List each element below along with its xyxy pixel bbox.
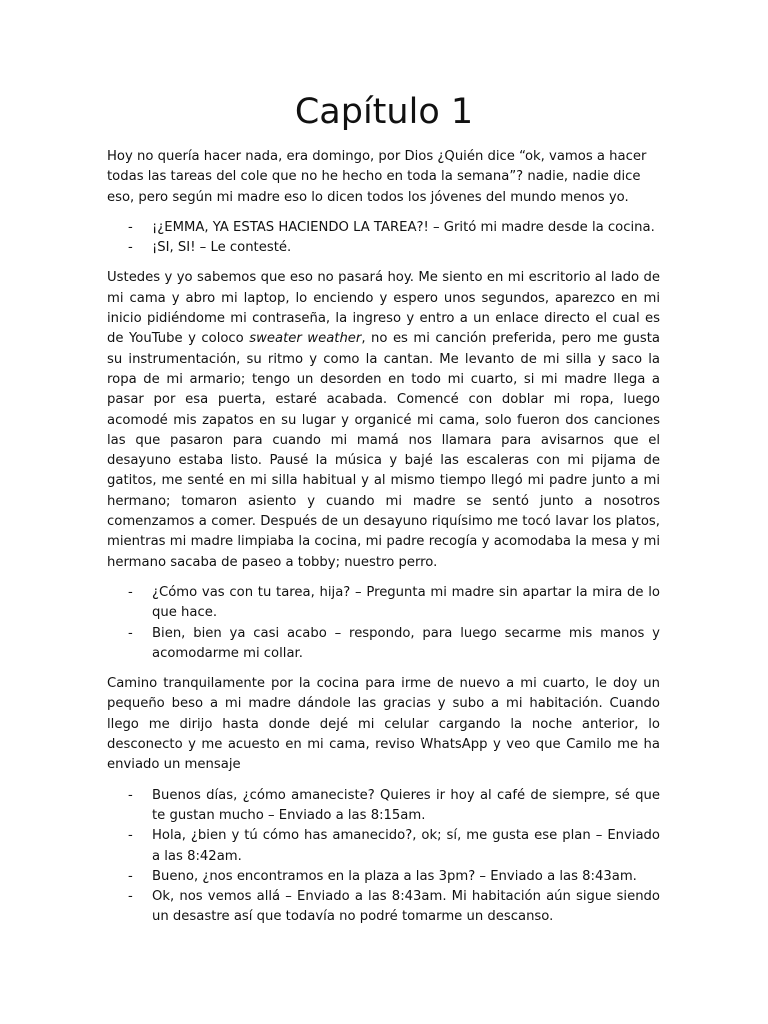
dialogue-text: Bien, bien ya casi acabo – respondo, para luego secarme mis manos y acomodarme mi collar. [152,625,660,661]
dialogue-text: ¡¿EMMA, YA ESTAS HACIENDO LA TAREA?! – Gritó mi madre desde la cocina. [152,219,655,235]
dash-bullet: - [128,625,133,641]
dialogue-line [107,624,660,665]
message-line [107,786,660,827]
message-list [107,786,660,928]
dash-bullet: - [128,219,133,235]
message-line [107,826,660,867]
dash-bullet: - [128,868,133,884]
dialogue-list-1 [107,218,660,259]
dialogue-line [107,238,660,258]
song-title: sweater weather [249,331,362,347]
paragraph-morning [107,268,660,572]
paragraph-text: , no es mi canción preferida, pero me gusta su instrumentación, su ritmo y como la cantan. Me levanto de mi silla y saco la ropa de mi armario; tengo un desorden en todo mi cuarto, si mi madre llega a pasar por esa puerta, estaré acabada. Comencé con doblar mi ropa, luego acomodé mis zapatos en su lugar y organicé mi cama, solo fueron dos canciones las que pasaron para cuando mi mamá nos llamara para avisarnos que el desayuno estaba listo. Pausé la música y bajé las escaleras con mi pijama de gatitos, me senté en mi silla habitual y al mismo tiempo llegó mi padre junto a mi hermano; tomaron asiento y cuando mi madre se sentó junto a nosotros comenzamos a comer. Después de un desayuno riquísimo me tocó lavar los platos, mientras mi madre limpiaba la cocina, mi padre recogía y acomodaba la mesa y mi hermano sacaba de paseo a tobby; nuestro perro. [107,331,660,570]
paragraph-text: Ustedes y yo sabemos que eso no pasará hoy. Me siento en mi escritorio al lado de mi cama y abro mi laptop, lo enciendo y espero unos segundos, aparezco en mi inicio pidiéndome mi contraseña, la ingreso y entro a un enlace directo el cual es de YouTube y coloco [107,270,660,347]
dash-bullet: - [128,828,133,844]
message-text: Bueno, ¿nos encontramos en la plaza a las 3pm? – Enviado a las 8:43am. [152,868,637,884]
message-line [107,887,660,928]
dash-bullet: - [128,240,133,256]
document-body [107,147,660,938]
dialogue-line [107,583,660,624]
paragraph-intro: Hoy no quería hacer nada, era domingo, por Dios ¿Quién dice “ok, vamos a hacer todas las tareas del cole que no he hecho en toda la semana”? nadie, nadie dice eso, pero según mi madre eso lo dicen todos los jóvenes del mundo menos yo. [107,149,647,205]
paragraph-bedroom: Camino tranquilamente por la cocina para irme de nuevo a mi cuarto, le doy un pequeño beso a mi madre dándole las gracias y subo a mi habitación. Cuando llego me dirijo hasta donde dejé mi celular cargando la noche anterior, lo desconecto y me acuesto en mi cama, reviso WhatsApp y veo que Camilo me ha enviado un mensaje [107,676,660,773]
dialogue-line [107,218,660,238]
dialogue-text: ¡SI, SI! – Le contesté. [152,240,292,256]
dialogue-list-2 [107,583,660,664]
chapter-title: Capítulo 1 [294,92,474,132]
dash-bullet: - [128,584,133,600]
dash-bullet: - [128,787,133,803]
message-text: Hola, ¿bien y tú cómo has amanecido?, ok; sí, me gusta ese plan – Enviado a las 8:42am. [152,828,660,864]
message-text: Ok, nos vemos allá – Enviado a las 8:43am. Mi habitación aún sigue siendo un desastre así que todavía no podré tomarme un descanso. [152,889,660,925]
dash-bullet: - [128,889,133,905]
dialogue-text: ¿Cómo vas con tu tarea, hija? – Pregunta mi madre sin apartar la mira de lo que hace. [152,584,660,621]
message-line [107,867,660,887]
message-text: Buenos días, ¿cómo amaneciste? Quieres ir hoy al café de siempre, sé que te gustan mucho – Enviado a las 8:15am. [152,787,660,823]
